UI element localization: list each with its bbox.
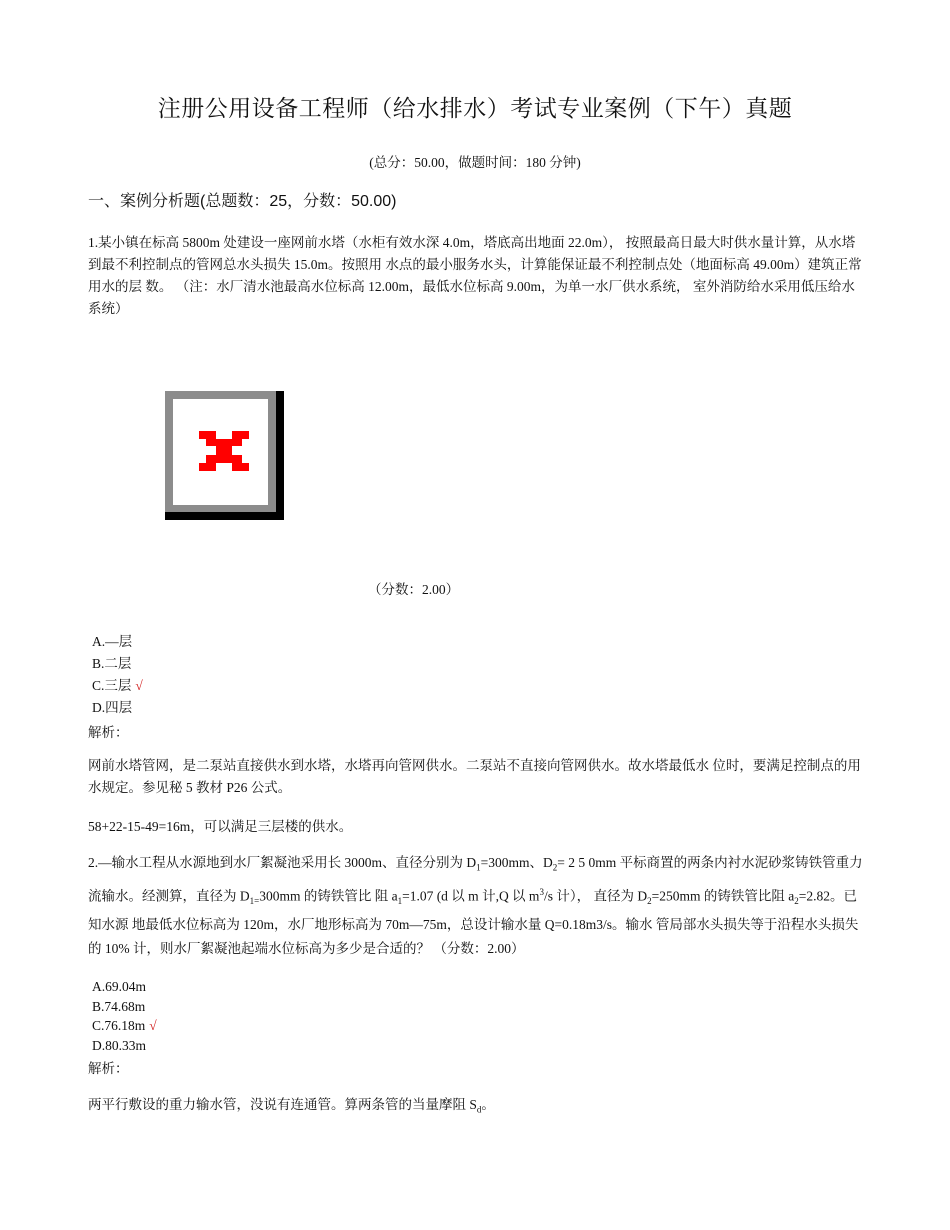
exam-meta: (总分：50.00，做题时间：180 分钟) xyxy=(369,155,581,170)
question-1-options xyxy=(92,631,143,719)
question-1-calculation: 58+22-15-49=16m，可以满足三层楼的供水。 xyxy=(88,819,353,834)
q2-analysis-text: 两平行敷设的重力输水管，没说有连通管。算两条管的当量摩阻 S xyxy=(88,1097,477,1112)
q2-text-8: =2.82。已知水源 地最低水位标高为 120m，水厂地形标高为 70m—75m，总设计输水量 Q=0.18m3/s。输水 管局部水头损失等于沿程水头损失的 10% 计，则水厂絮凝池起端水位标高为多少是合适的？ （分数：2.00） xyxy=(88,888,859,956)
q2-sub-5: 2 xyxy=(647,895,652,906)
option-d: D.四层 xyxy=(92,700,133,715)
question-1-analysis-label: 解析： xyxy=(88,725,129,740)
option-c xyxy=(92,1016,157,1036)
q2-text-2: =300mm、D xyxy=(480,855,553,870)
question-1-score: （分数：2.00） xyxy=(368,582,460,597)
q2-text-5: =1.07 (d 以 m 计,Q 以 m xyxy=(402,888,540,904)
q2-analysis-end: 。 xyxy=(481,1097,495,1112)
q2-sub-1: 1 xyxy=(476,862,481,873)
question-2-options xyxy=(92,977,157,1055)
option-c xyxy=(92,675,143,697)
q2-sub-6: 2 xyxy=(794,895,799,906)
q2-text-6: /s 计）， 直径为 D xyxy=(543,888,648,904)
q2-sub-3: 1= xyxy=(249,895,260,906)
q2-sub-4: 1 xyxy=(397,895,403,906)
q2-sup-1: 3 xyxy=(539,886,544,897)
q2-sub-2: 2 xyxy=(552,862,558,873)
correct-check-icon: √ xyxy=(149,1018,157,1033)
option-b: B.二层 xyxy=(92,656,132,671)
broken-image-icon xyxy=(165,391,284,520)
q2-text-7: =250mm 的铸铁管比阻 a xyxy=(651,888,795,904)
page-title: 注册公用设备工程师（给水排水）考试专业案例（下午）真题 xyxy=(157,95,793,121)
question-1-stem: 1.某小镇在标高 5800m 处建设一座网前水塔（水柜有效水深 4.0m，塔底高出地面 22.0m）， 按照最高日最大时供水量计算，从水塔到最不利控制点的管网总水头损失 15.0m。按照用 水点的最小服务水头，计算能保证最不利控制点处（地面标高 49.00m）建筑正常用水的层 数。 （注：水厂清水池最高水位标高 12.00m，最低水位标高 9.00m，为单一水厂供水系统， 室外消防给水采用低压给水系统） xyxy=(88,235,862,316)
q2-text-3: = 2 5 0mm 平标商置的两条内衬水泥砂浆铸铁管重力流输水。经测算，直径为 D xyxy=(88,855,863,904)
q2-text-1: 2.—输水工程从水源地到水厂絮凝池采用长 3000m、直径分别为 D xyxy=(88,855,477,870)
option-a: A.—层 xyxy=(92,634,133,649)
question-2-stem xyxy=(88,851,863,961)
option-c-label: C.76.18m xyxy=(92,1018,146,1033)
q2-analysis-sub: d xyxy=(476,1104,482,1115)
question-2-analysis xyxy=(88,1094,863,1121)
q2-text-4: 300mm 的铸铁管比 阻 a xyxy=(259,888,398,904)
option-d: D.80.33m xyxy=(92,1037,146,1053)
question-1-analysis: 网前水塔管网，是二泵站直接供水到水塔，水塔再向管网供水。二泵站不直接向管网供水。故水塔最低水 位时，要满足控制点的用水规定。参见秘 5 教材 P26 公式。 xyxy=(88,758,861,795)
section-heading: 一、案例分析题(总题数：25，分数：50.00) xyxy=(88,193,397,210)
option-b: B.74.68m xyxy=(92,998,146,1014)
option-c-label: C.三层 xyxy=(92,678,132,693)
option-a: A.69.04m xyxy=(92,979,146,994)
question-2-analysis-label: 解析： xyxy=(88,1061,129,1076)
broken-image-graphic xyxy=(165,391,284,520)
correct-check-icon: √ xyxy=(135,678,143,693)
